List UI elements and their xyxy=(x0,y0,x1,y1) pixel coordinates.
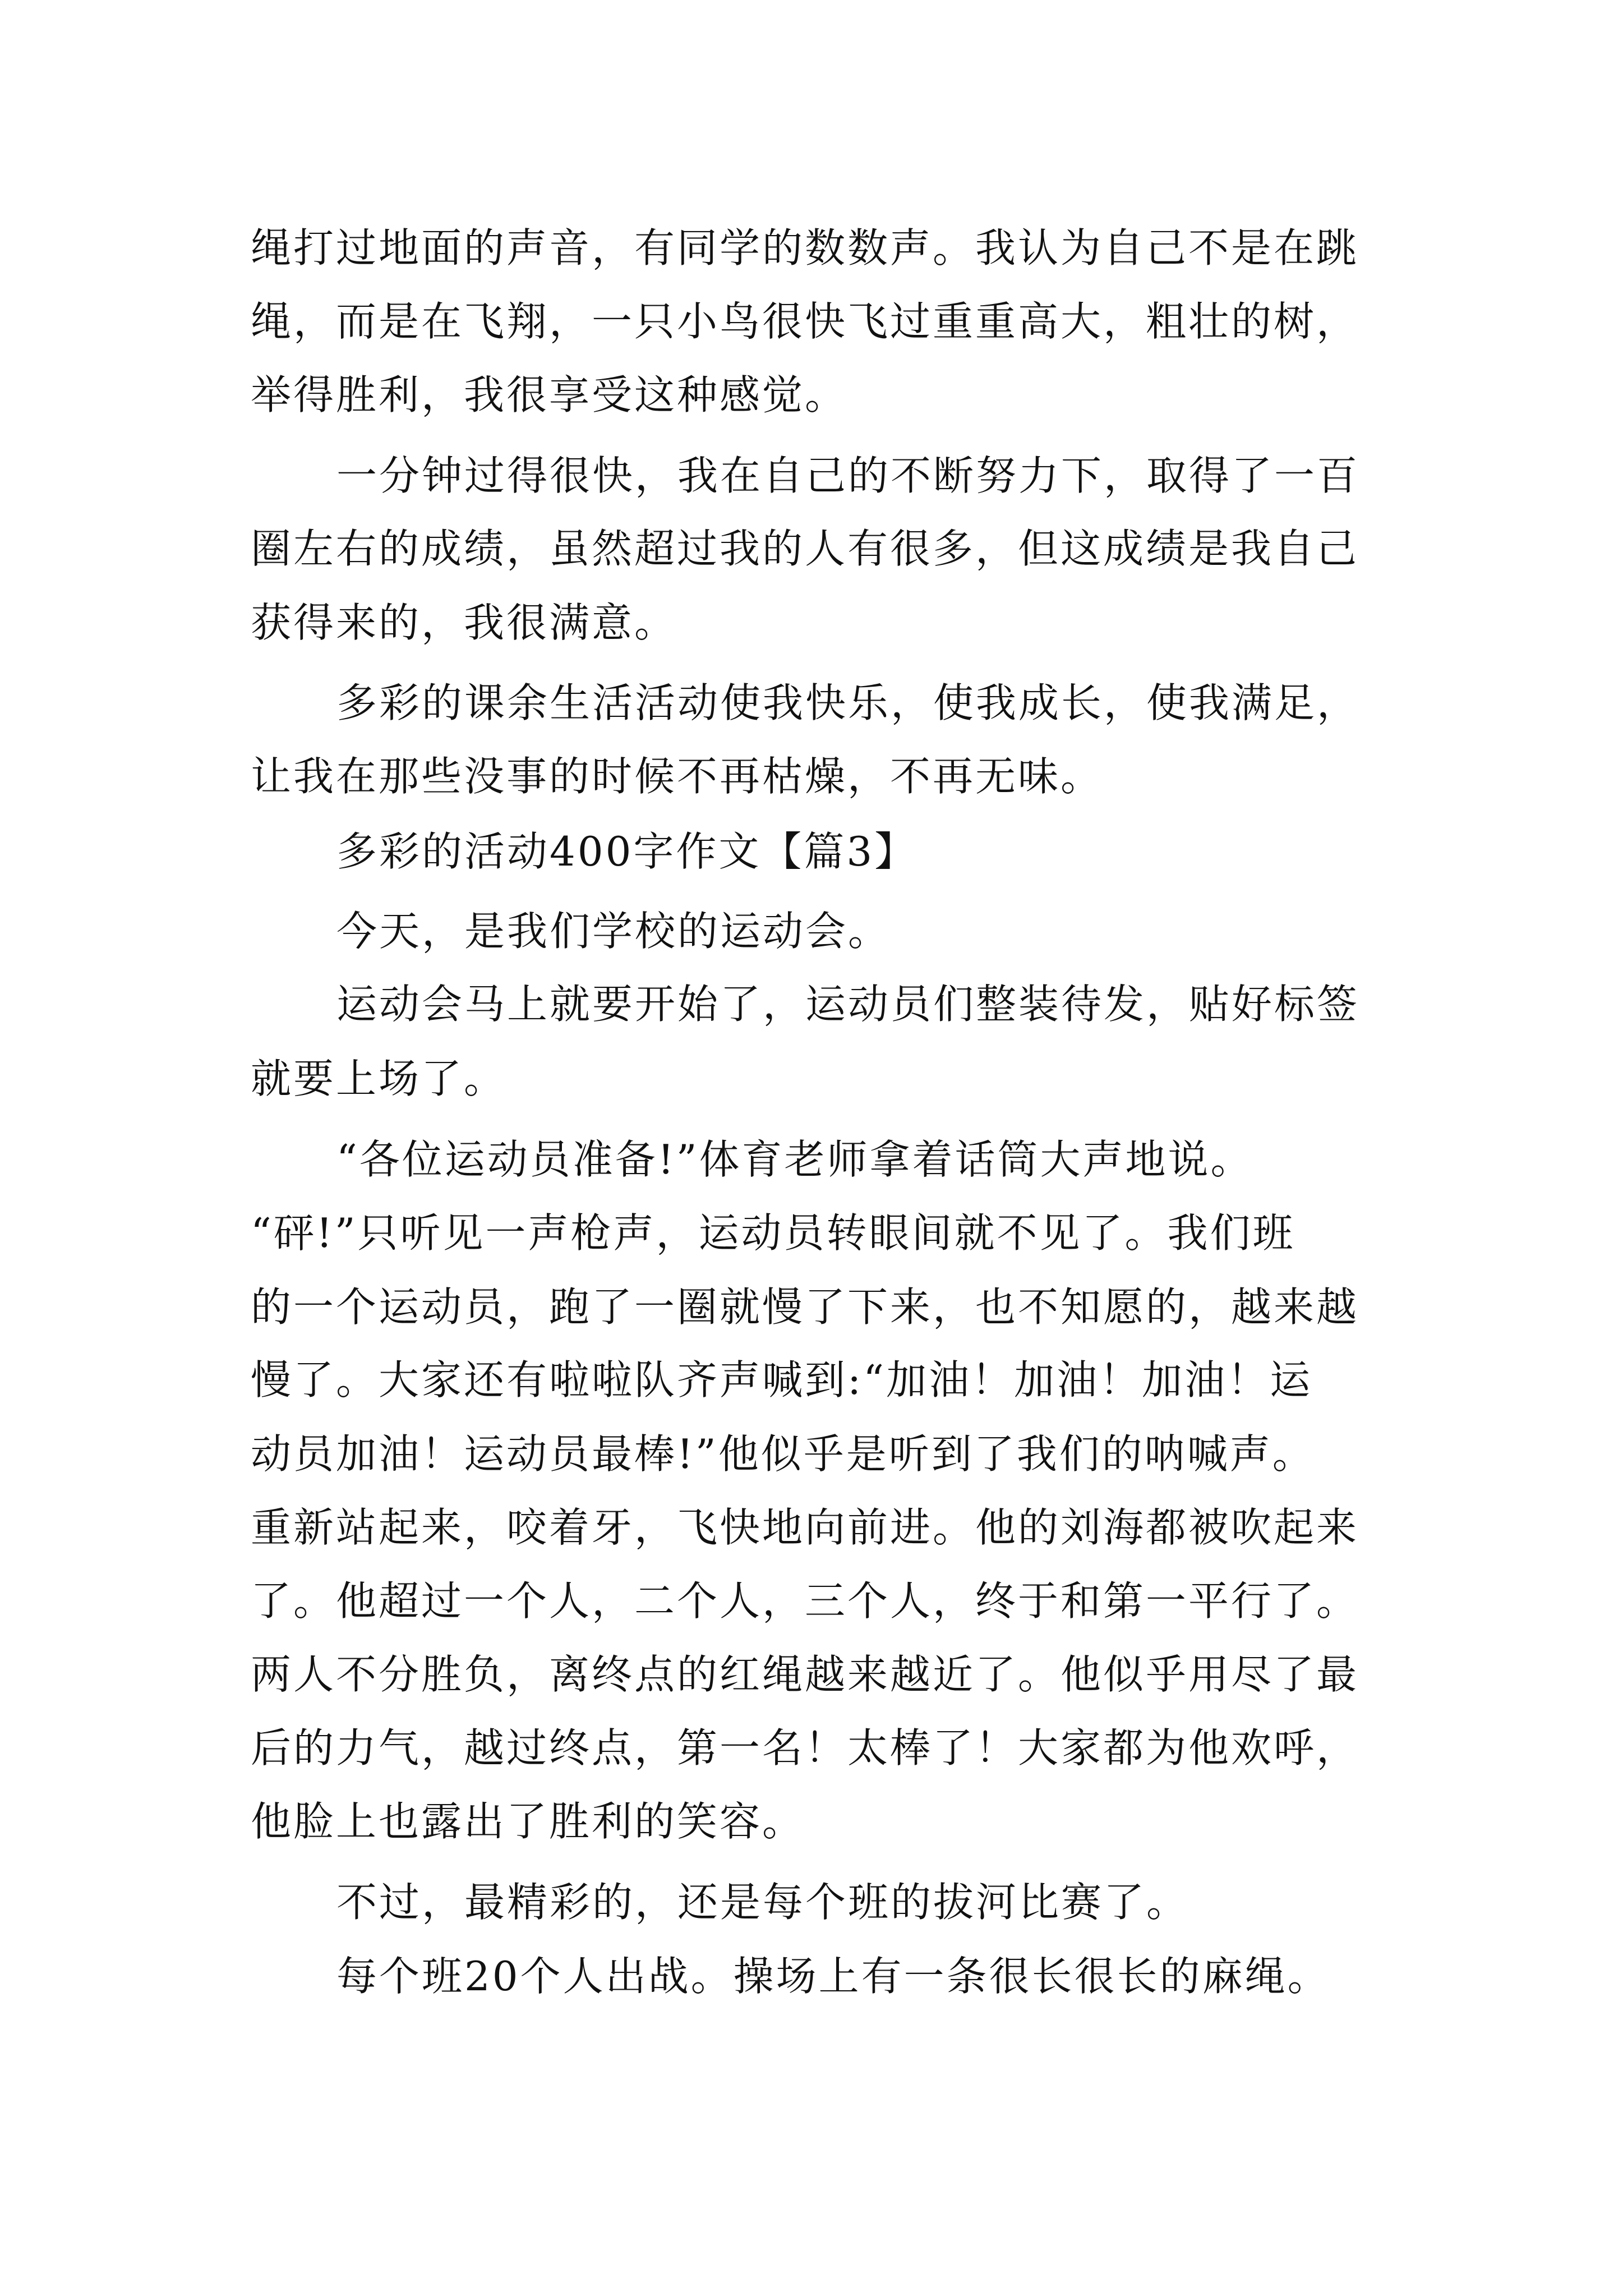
text-line: 运动会马上就要开始了，运动员们整装待发，贴好标签 xyxy=(336,981,1360,1028)
text-line: 圈左右的成绩，虽然超过我的人有很多，但这成绩是我自己 xyxy=(251,525,1359,572)
text-line: 后的力气，越过终点，第一名！太棒了！大家都为他欢呼， xyxy=(251,1724,1359,1772)
text-line: 绳打过地面的声音，有同学的数数声。我认为自己不是在跳 xyxy=(251,224,1359,272)
text-line: 获得来的，我很满意。 xyxy=(251,599,677,646)
text-line: 一分钟过得很快，我在自己的不断努力下，取得了一百 xyxy=(336,452,1360,499)
text-line: 了。他超过一个人，二个人，三个人，终于和第一平行了。 xyxy=(251,1577,1359,1625)
text-line: 让我在那些没事的时候不再枯燥，不再无味。 xyxy=(251,753,1104,800)
text-line: 动员加油！运动员最棒!”他似乎是听到了我们的呐喊声。 xyxy=(251,1430,1315,1478)
text-line: 重新站起来，咬着牙，飞快地向前进。他的刘海都被吹起来 xyxy=(251,1504,1359,1551)
text-line: 的一个运动员，跑了一圈就慢了下来，也不知愿的，越来越 xyxy=(251,1283,1359,1331)
text-line: 绳，而是在飞翔，一只小鸟很快飞过重重高大，粗壮的树， xyxy=(251,298,1359,345)
text-line: 慢了。大家还有啦啦队齐声喊到:“加油！加油！加油！运 xyxy=(251,1356,1313,1404)
text-line: 多彩的课余生活活动使我快乐，使我成长，使我满足， xyxy=(336,679,1360,726)
text-line: 不过，最精彩的，还是每个班的拔河比赛了。 xyxy=(336,1879,1189,1926)
section-heading: 多彩的活动400字作文【篇3】 xyxy=(336,828,917,875)
text-line: 每个班20个人出战。操场上有一条很长很长的麻绳。 xyxy=(336,1953,1330,2000)
text-line: 举得胜利，我很享受这种感觉。 xyxy=(251,371,848,418)
text-line: 就要上场了。 xyxy=(251,1055,507,1102)
text-line: “砰!”只听见一声枪声，运动员转眼间就不见了。我们班 xyxy=(251,1209,1295,1257)
text-line: 两人不分胜负，离终点的红绳越来越近了。他似乎用尽了最 xyxy=(251,1651,1359,1698)
text-line: 他脸上也露出了胜利的笑容。 xyxy=(251,1798,805,1845)
text-line: 今天，是我们学校的运动会。 xyxy=(336,908,891,955)
text-line: “各位运动员准备!”体育老师拿着话筒大声地说。 xyxy=(336,1136,1253,1183)
